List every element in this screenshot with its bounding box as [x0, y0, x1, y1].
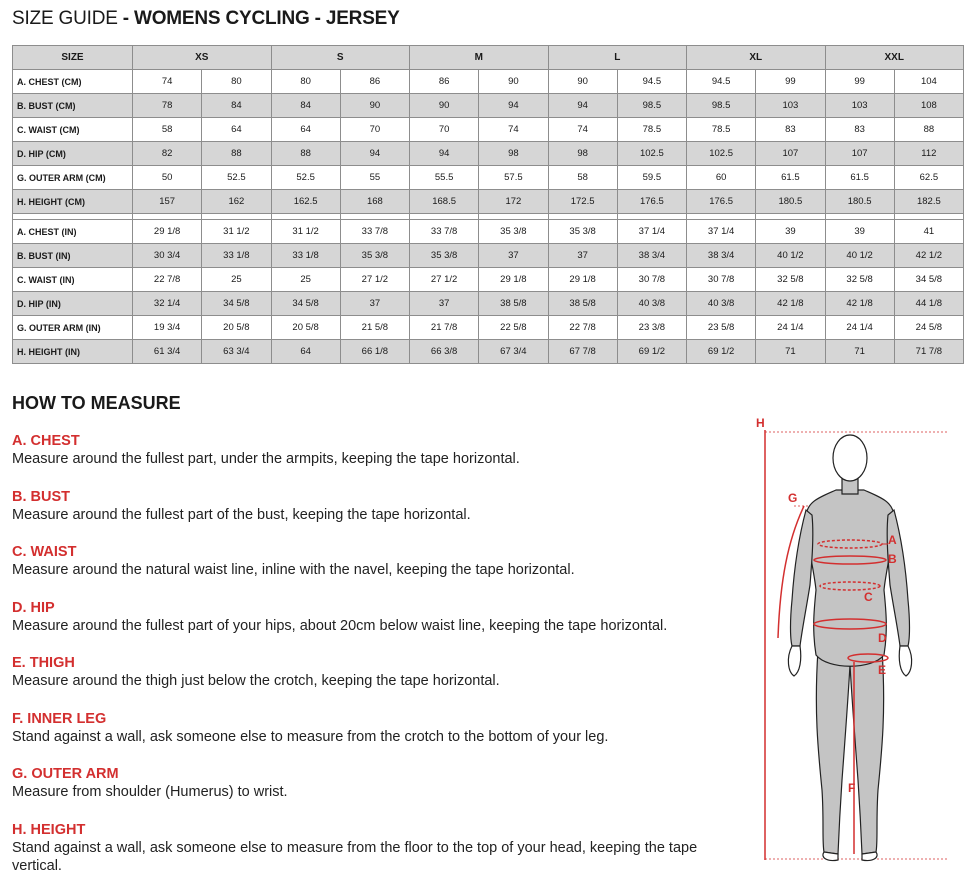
table-cell: 21 5/8: [340, 316, 409, 340]
label-c: C: [864, 590, 873, 604]
table-cell: 86: [410, 70, 479, 94]
in-row: [13, 316, 964, 340]
measure-item-description: Measure around the fullest part of your hips, about 20cm below waist line, keeping the tape horizontal.: [12, 617, 732, 635]
row-label: B. BUST (IN): [13, 244, 133, 268]
measure-item: [12, 599, 732, 655]
label-f: F: [848, 781, 855, 795]
table-cell: 32 5/8: [756, 268, 825, 292]
table-cell: 37: [479, 244, 548, 268]
table-cell: 19 3/4: [133, 316, 202, 340]
table-cell: 66 3/8: [410, 340, 479, 364]
table-cell: 157: [133, 190, 202, 214]
row-label: G. OUTER ARM (IN): [13, 316, 133, 340]
right-hand: [899, 646, 911, 676]
table-cell: 88: [271, 142, 340, 166]
measure-item-description: Stand against a wall, ask someone else to measure from the floor to the top of your head, keeping the tape vertical.: [12, 839, 732, 875]
table-cell: 58: [548, 166, 617, 190]
table-cell: 33 7/8: [340, 220, 409, 244]
table-cell: 34 5/8: [202, 292, 271, 316]
table-cell: 37 1/4: [617, 220, 686, 244]
cm-row: [13, 70, 964, 94]
cm-row: [13, 142, 964, 166]
table-cell: 22 5/8: [479, 316, 548, 340]
table-cell: 98.5: [687, 94, 756, 118]
table-cell: 74: [133, 70, 202, 94]
table-cell: 108: [894, 94, 963, 118]
size-header: M: [410, 46, 549, 70]
left-hand: [788, 646, 800, 676]
table-cell: 172: [479, 190, 548, 214]
size-header: L: [548, 46, 687, 70]
table-cell: 31 1/2: [271, 220, 340, 244]
table-cell: 98.5: [617, 94, 686, 118]
table-cell: 24 5/8: [894, 316, 963, 340]
table-cell: 66 1/8: [340, 340, 409, 364]
table-cell: 88: [202, 142, 271, 166]
table-cell: 23 5/8: [687, 316, 756, 340]
right-foot: [862, 852, 877, 861]
table-cell: 94: [548, 94, 617, 118]
table-cell: 58: [133, 118, 202, 142]
cm-row: [13, 166, 964, 190]
table-cell: 59.5: [617, 166, 686, 190]
page-title: [12, 8, 400, 30]
measure-item: [12, 765, 732, 821]
table-cell: 70: [340, 118, 409, 142]
table-cell: 74: [548, 118, 617, 142]
table-cell: 94.5: [617, 70, 686, 94]
table-cell: 40 1/2: [756, 244, 825, 268]
row-label: A. CHEST (CM): [13, 70, 133, 94]
table-cell: 90: [479, 70, 548, 94]
measure-item-title: C. WAIST: [12, 543, 732, 561]
table-cell: 30 7/8: [687, 268, 756, 292]
table-cell: 168.5: [410, 190, 479, 214]
body-diagram: [748, 410, 976, 862]
table-cell: 40 3/8: [617, 292, 686, 316]
table-cell: 38 5/8: [479, 292, 548, 316]
table-cell: 50: [133, 166, 202, 190]
table-cell: 61 3/4: [133, 340, 202, 364]
label-d: D: [878, 631, 887, 645]
table-cell: 29 1/8: [479, 268, 548, 292]
table-cell: 27 1/2: [340, 268, 409, 292]
table-cell: 34 5/8: [271, 292, 340, 316]
table-cell: 180.5: [756, 190, 825, 214]
table-cell: 32 5/8: [825, 268, 894, 292]
table-cell: 42 1/8: [825, 292, 894, 316]
table-cell: 55: [340, 166, 409, 190]
table-cell: 78.5: [687, 118, 756, 142]
table-cell: 52.5: [202, 166, 271, 190]
measure-item-description: Measure around the fullest part, under the armpits, keeping the tape horizontal.: [12, 450, 732, 468]
table-cell: 168: [340, 190, 409, 214]
table-cell: 42 1/2: [894, 244, 963, 268]
table-cell: 80: [202, 70, 271, 94]
table-cell: 20 5/8: [271, 316, 340, 340]
table-cell: 37: [340, 292, 409, 316]
table-cell: 82: [133, 142, 202, 166]
table-cell: 30 7/8: [617, 268, 686, 292]
measure-item-description: Measure around the natural waist line, inline with the navel, keeping the tape horizontal.: [12, 561, 732, 579]
row-label: B. BUST (CM): [13, 94, 133, 118]
table-cell: 22 7/8: [133, 268, 202, 292]
body-measurement-figure: [748, 410, 976, 862]
measure-item-title: A. CHEST: [12, 432, 732, 450]
table-cell: 182.5: [894, 190, 963, 214]
measure-item-title: D. HIP: [12, 599, 732, 617]
table-cell: 84: [202, 94, 271, 118]
table-cell: 23 3/8: [617, 316, 686, 340]
table-cell: 107: [756, 142, 825, 166]
table-cell: 94: [340, 142, 409, 166]
table-cell: 52.5: [271, 166, 340, 190]
table-cell: 64: [271, 340, 340, 364]
table-cell: 34 5/8: [894, 268, 963, 292]
size-header-row: [13, 46, 964, 70]
row-label: C. WAIST (CM): [13, 118, 133, 142]
table-cell: 38 3/4: [687, 244, 756, 268]
label-a: A: [888, 533, 897, 547]
measure-item-title: F. INNER LEG: [12, 710, 732, 728]
row-label: H. HEIGHT (IN): [13, 340, 133, 364]
size-header: XS: [133, 46, 272, 70]
table-cell: 20 5/8: [202, 316, 271, 340]
table-cell: 40 3/8: [687, 292, 756, 316]
title-prefix: SIZE GUIDE: [12, 8, 118, 29]
table-cell: 67 3/4: [479, 340, 548, 364]
table-cell: 71: [756, 340, 825, 364]
cm-row: [13, 190, 964, 214]
measure-item-description: Measure from shoulder (Humerus) to wrist.: [12, 783, 732, 801]
row-label: D. HIP (CM): [13, 142, 133, 166]
table-cell: 99: [756, 70, 825, 94]
table-cell: 162: [202, 190, 271, 214]
table-cell: 64: [202, 118, 271, 142]
table-cell: 33 1/8: [202, 244, 271, 268]
table-cell: 71 7/8: [894, 340, 963, 364]
left-foot: [823, 852, 838, 861]
cm-row: [13, 94, 964, 118]
table-cell: 37: [548, 244, 617, 268]
table-cell: 29 1/8: [133, 220, 202, 244]
table-cell: 38 3/4: [617, 244, 686, 268]
table-cell: 35 3/8: [548, 220, 617, 244]
size-corner: SIZE: [13, 46, 133, 70]
table-cell: 86: [340, 70, 409, 94]
table-cell: 107: [825, 142, 894, 166]
measure-item-description: Stand against a wall, ask someone else to measure from the crotch to the bottom of your leg.: [12, 728, 732, 746]
table-cell: 94.5: [687, 70, 756, 94]
measure-item-description: Measure around the fullest part of the bust, keeping the tape horizontal.: [12, 506, 732, 524]
row-label: D. HIP (IN): [13, 292, 133, 316]
measure-item: [12, 710, 732, 766]
table-cell: 41: [894, 220, 963, 244]
table-cell: 44 1/8: [894, 292, 963, 316]
measure-item-title: G. OUTER ARM: [12, 765, 732, 783]
table-cell: 42 1/8: [756, 292, 825, 316]
table-cell: 57.5: [479, 166, 548, 190]
table-cell: 29 1/8: [548, 268, 617, 292]
table-cell: 99: [825, 70, 894, 94]
table-cell: 25: [271, 268, 340, 292]
table-cell: 176.5: [687, 190, 756, 214]
table-cell: 88: [894, 118, 963, 142]
table-cell: 180.5: [825, 190, 894, 214]
table-cell: 24 1/4: [825, 316, 894, 340]
label-g: G: [788, 491, 797, 505]
in-row: [13, 244, 964, 268]
table-cell: 33 7/8: [410, 220, 479, 244]
in-row: [13, 340, 964, 364]
table-cell: 62.5: [894, 166, 963, 190]
measure-item-title: H. HEIGHT: [12, 821, 732, 839]
table-cell: 94: [410, 142, 479, 166]
table-cell: 103: [825, 94, 894, 118]
table-cell: 71: [825, 340, 894, 364]
table-cell: 162.5: [271, 190, 340, 214]
table-cell: 37: [410, 292, 479, 316]
table-cell: 21 7/8: [410, 316, 479, 340]
measure-item: [12, 654, 732, 710]
in-row: [13, 292, 964, 316]
title-main: - WOMENS CYCLING - JERSEY: [118, 8, 400, 29]
table-cell: 40 1/2: [825, 244, 894, 268]
table-cell: 67 7/8: [548, 340, 617, 364]
table-cell: 55.5: [410, 166, 479, 190]
table-cell: 24 1/4: [756, 316, 825, 340]
in-row: [13, 220, 964, 244]
measure-item-title: E. THIGH: [12, 654, 732, 672]
row-label: G. OUTER ARM (CM): [13, 166, 133, 190]
table-cell: 69 1/2: [617, 340, 686, 364]
size-table: [12, 45, 964, 364]
measure-item: [12, 821, 732, 876]
table-cell: 70: [410, 118, 479, 142]
table-cell: 25: [202, 268, 271, 292]
table-cell: 90: [340, 94, 409, 118]
table-cell: 176.5: [617, 190, 686, 214]
size-header: S: [271, 46, 410, 70]
table-cell: 30 3/4: [133, 244, 202, 268]
measure-item: [12, 432, 732, 488]
table-cell: 78: [133, 94, 202, 118]
table-cell: 69 1/2: [687, 340, 756, 364]
table-cell: 90: [410, 94, 479, 118]
table-cell: 64: [271, 118, 340, 142]
table-cell: 31 1/2: [202, 220, 271, 244]
table-cell: 35 3/8: [410, 244, 479, 268]
label-b: B: [888, 552, 897, 566]
table-cell: 80: [271, 70, 340, 94]
table-cell: 94: [479, 94, 548, 118]
table-cell: 84: [271, 94, 340, 118]
measure-item-description: Measure around the thigh just below the crotch, keeping the tape horizontal.: [12, 672, 732, 690]
table-cell: 112: [894, 142, 963, 166]
row-label: A. CHEST (IN): [13, 220, 133, 244]
size-header: XL: [687, 46, 826, 70]
cm-row: [13, 118, 964, 142]
table-cell: 38 5/8: [548, 292, 617, 316]
size-header: XXL: [825, 46, 964, 70]
label-h: H: [756, 416, 765, 430]
table-cell: 102.5: [687, 142, 756, 166]
how-to-measure-heading: HOW TO MEASURE: [12, 393, 181, 414]
table-cell: 33 1/8: [271, 244, 340, 268]
table-cell: 35 3/8: [479, 220, 548, 244]
table-cell: 172.5: [548, 190, 617, 214]
table-cell: 35 3/8: [340, 244, 409, 268]
table-cell: 37 1/4: [687, 220, 756, 244]
head: [833, 435, 867, 481]
table-cell: 102.5: [617, 142, 686, 166]
table-cell: 83: [825, 118, 894, 142]
row-label: C. WAIST (IN): [13, 268, 133, 292]
table-cell: 98: [548, 142, 617, 166]
table-cell: 90: [548, 70, 617, 94]
table-cell: 60: [687, 166, 756, 190]
body-silhouette: [791, 470, 910, 854]
table-cell: 63 3/4: [202, 340, 271, 364]
label-e: E: [878, 663, 886, 677]
table-cell: 104: [894, 70, 963, 94]
table-cell: 39: [825, 220, 894, 244]
table-cell: 61.5: [756, 166, 825, 190]
table-cell: 103: [756, 94, 825, 118]
measure-item: [12, 543, 732, 599]
in-row: [13, 268, 964, 292]
table-cell: 74: [479, 118, 548, 142]
table-cell: 98: [479, 142, 548, 166]
table-cell: 78.5: [617, 118, 686, 142]
table-cell: 22 7/8: [548, 316, 617, 340]
table-cell: 32 1/4: [133, 292, 202, 316]
table-cell: 83: [756, 118, 825, 142]
how-to-measure-list: [12, 432, 732, 876]
table-cell: 39: [756, 220, 825, 244]
measure-item: [12, 488, 732, 544]
table-cell: 27 1/2: [410, 268, 479, 292]
measure-item-title: B. BUST: [12, 488, 732, 506]
row-label: H. HEIGHT (CM): [13, 190, 133, 214]
table-cell: 61.5: [825, 166, 894, 190]
